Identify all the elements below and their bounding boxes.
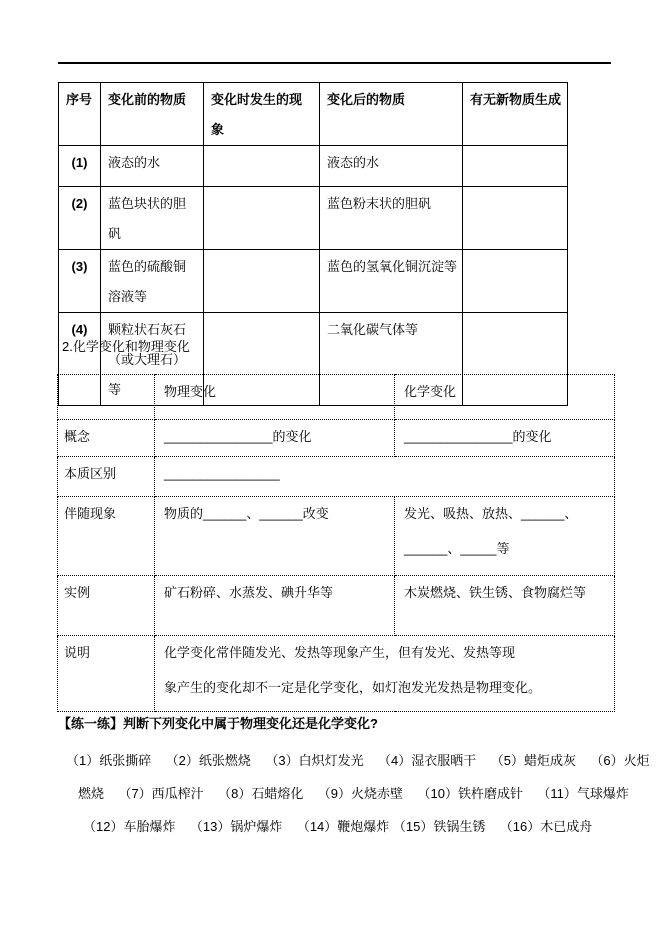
- row2-after: 蓝色粉末状的胆矾: [320, 187, 463, 250]
- example-physical: 矿石粉碎、水蒸发、碘升华等: [155, 576, 395, 636]
- table2-corner-cell: [58, 375, 155, 420]
- practice-line-1: （1）纸张撕碎 （2）纸张燃烧 （3）白炽灯发光 （4）湿衣服晒干 （5）蜡炬成灰 （6）火炬: [66, 753, 650, 768]
- note-row: [58, 636, 615, 712]
- row1-after: 液态的水: [320, 146, 463, 187]
- essential-difference-label: 本质区别: [58, 457, 155, 497]
- table1-header-before: 变化前的物质: [101, 83, 204, 146]
- table2-header-physical: 物理变化: [155, 375, 395, 420]
- row1-phenomenon: [204, 146, 320, 187]
- accompanying-chemical-line2: ______、_____等: [404, 541, 510, 556]
- row2-has-new: [463, 187, 568, 250]
- example-label: 实例: [58, 576, 155, 636]
- note-label: 说明: [58, 636, 155, 712]
- row2-phenomenon: [204, 187, 320, 250]
- row2-no: (2): [59, 187, 101, 250]
- row3-no: (3): [59, 250, 101, 313]
- change-comparison-table: [57, 374, 615, 712]
- substance-change-table: [58, 82, 568, 406]
- table-row: [59, 187, 568, 250]
- concept-row: [58, 420, 615, 457]
- row1-before: 液态的水: [101, 146, 204, 187]
- table1-header-row: [59, 83, 568, 146]
- accompanying-phenomena-row: [58, 497, 615, 576]
- row3-before: 蓝色的硫酸铜溶液等: [101, 250, 204, 313]
- table2-header-row: [58, 375, 615, 420]
- accompanying-chemical: [395, 497, 615, 576]
- practice-line-2: 燃烧 （7）西瓜榨汁 （8）石蜡熔化 （9）火烧赤壁 （10）铁杵磨成针 （11）气球爆炸: [78, 786, 629, 801]
- row4-before: 颗粒状石灰石（或大理石）等: [101, 313, 204, 406]
- note-content: [155, 636, 615, 712]
- section-title: 2.化学变化和物理变化: [62, 339, 190, 354]
- table2-header-chemical: 化学变化: [395, 375, 615, 420]
- practice-heading: 【练一练】判断下列变化中属于物理变化还是化学变化?: [58, 716, 378, 731]
- accompanying-phenomena-label: 伴随现象: [58, 497, 155, 576]
- row1-has-new: [463, 146, 568, 187]
- example-row: [58, 576, 615, 636]
- table1-header-after: 变化后的物质: [320, 83, 463, 146]
- row3-after: 蓝色的氢氧化铜沉淀等: [320, 250, 463, 313]
- essential-difference-blank: ________________: [155, 457, 615, 497]
- row2-before: 蓝色块状的胆矾: [101, 187, 204, 250]
- table1-header-phenomenon: 变化时发生的现象: [204, 83, 320, 146]
- row4-no: (4): [59, 313, 101, 406]
- concept-chemical: _______________的变化: [395, 420, 615, 457]
- row1-no: (1): [59, 146, 101, 187]
- accompanying-chemical-line1: 发光、吸热、放热、______、: [404, 506, 578, 521]
- row3-has-new: [463, 250, 568, 313]
- table-row: [59, 250, 568, 313]
- note-line1: 化学变化常伴随发光、发热等现象产生，但有发光、发热等现: [164, 645, 516, 660]
- table1-header-no: 序号: [59, 83, 101, 146]
- essential-difference-row: [58, 457, 615, 497]
- table1-header-has-new: 有无新物质生成: [463, 83, 568, 146]
- row4-after: 二氧化碳气体等: [320, 313, 463, 406]
- header-rule: [58, 62, 611, 64]
- row3-phenomenon: [204, 250, 320, 313]
- concept-physical: _______________的变化: [155, 420, 395, 457]
- concept-label: 概念: [58, 420, 155, 457]
- note-line2: 象产生的变化却不一定是化学变化，如灯泡发光发热是物理变化。: [164, 680, 542, 695]
- table-row: [59, 146, 568, 187]
- practice-line-3: （12）车胎爆炸 （13）锅炉爆炸 （14）鞭炮爆炸 （15）铁锅生锈 （16）木已成舟: [83, 819, 593, 834]
- accompanying-physical: 物质的______、______改变: [155, 497, 395, 576]
- example-chemical: 木炭燃烧、铁生锈、食物腐烂等: [395, 576, 615, 636]
